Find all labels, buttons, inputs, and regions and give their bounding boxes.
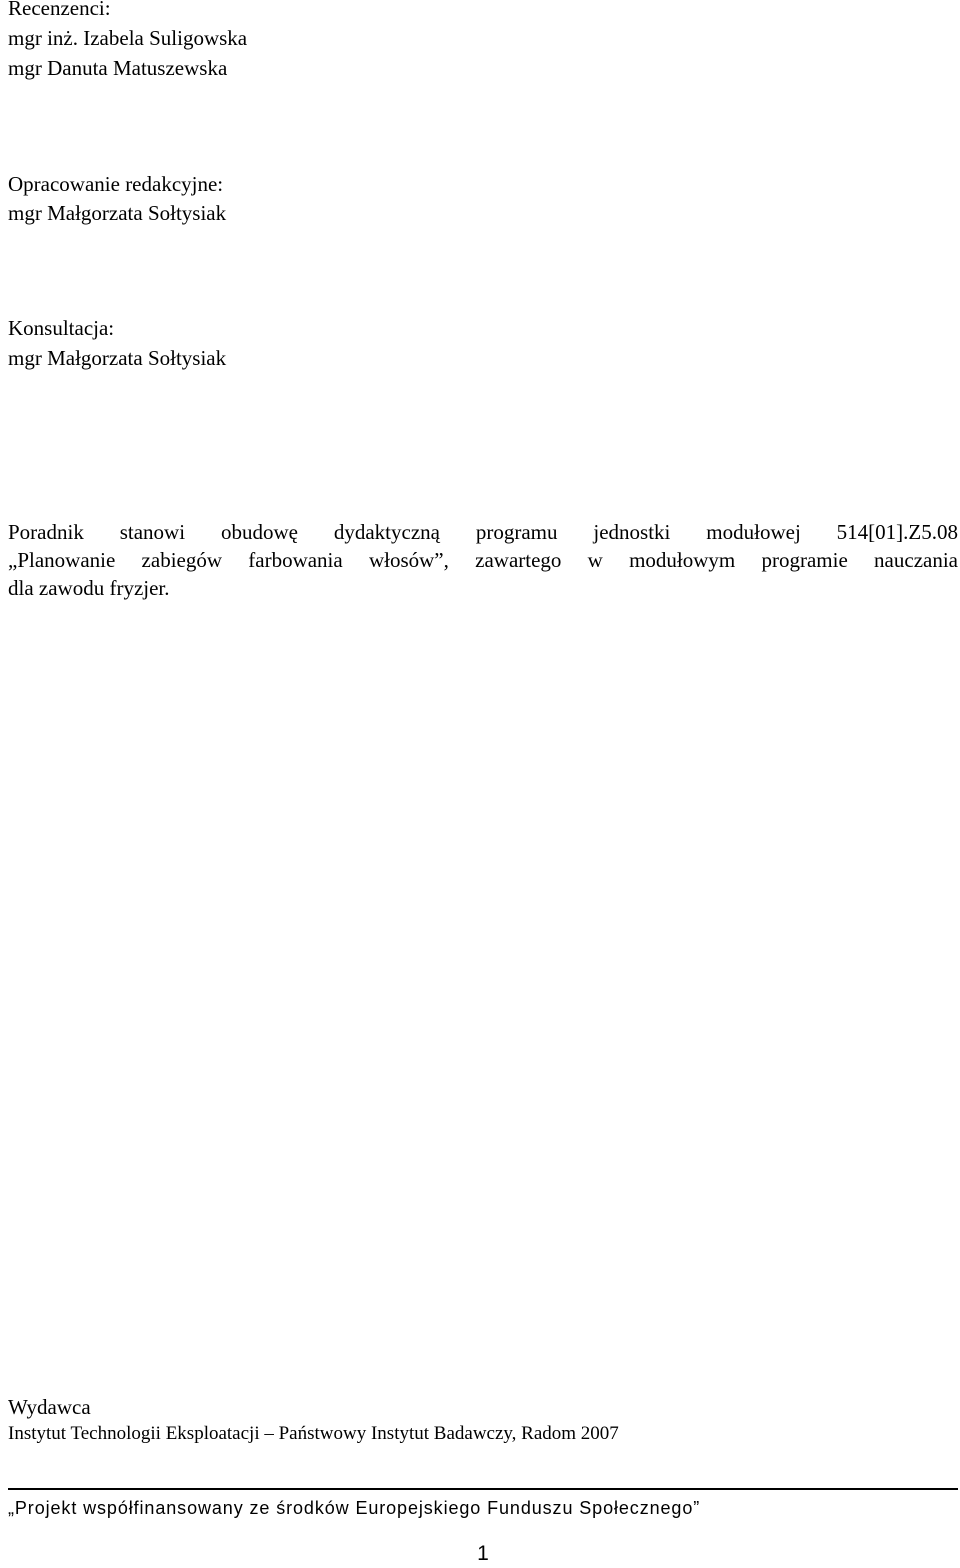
publisher-details: Instytut Technologii Eksploatacji – Państwowy Instytut Badawczy, Radom 2007 [8, 1423, 619, 1444]
reviewers-heading: Recenzenci: [8, 0, 111, 20]
publisher-heading: Wydawca [8, 1395, 91, 1419]
description-line: „Planowanie zabiegów farbowania włosów”, zawartego w modułowym programie nauczania [8, 548, 958, 572]
page-number: 1 [477, 1542, 489, 1565]
description-paragraph [8, 518, 958, 602]
funding-note: „Projekt współfinansowany ze środków Europejskiego Funduszu Społecznego” [8, 1498, 701, 1518]
consultation-name: mgr Małgorzata Sołtysiak [8, 346, 227, 370]
editorial-heading: Opracowanie redakcyjne: [8, 172, 224, 196]
description-line: Poradnik stanowi obudowę dydaktyczną programu jednostki modułowej 514[01].Z5.08 [8, 520, 958, 544]
footer-divider [8, 1488, 958, 1490]
reviewer-name: mgr inż. Izabela Suligowska [8, 26, 248, 50]
description-line: dla zawodu fryzjer. [8, 576, 170, 600]
consultation-heading: Konsultacja: [8, 316, 115, 340]
reviewer-name: mgr Danuta Matuszewska [8, 56, 228, 80]
editorial-name: mgr Małgorzata Sołtysiak [8, 201, 227, 225]
